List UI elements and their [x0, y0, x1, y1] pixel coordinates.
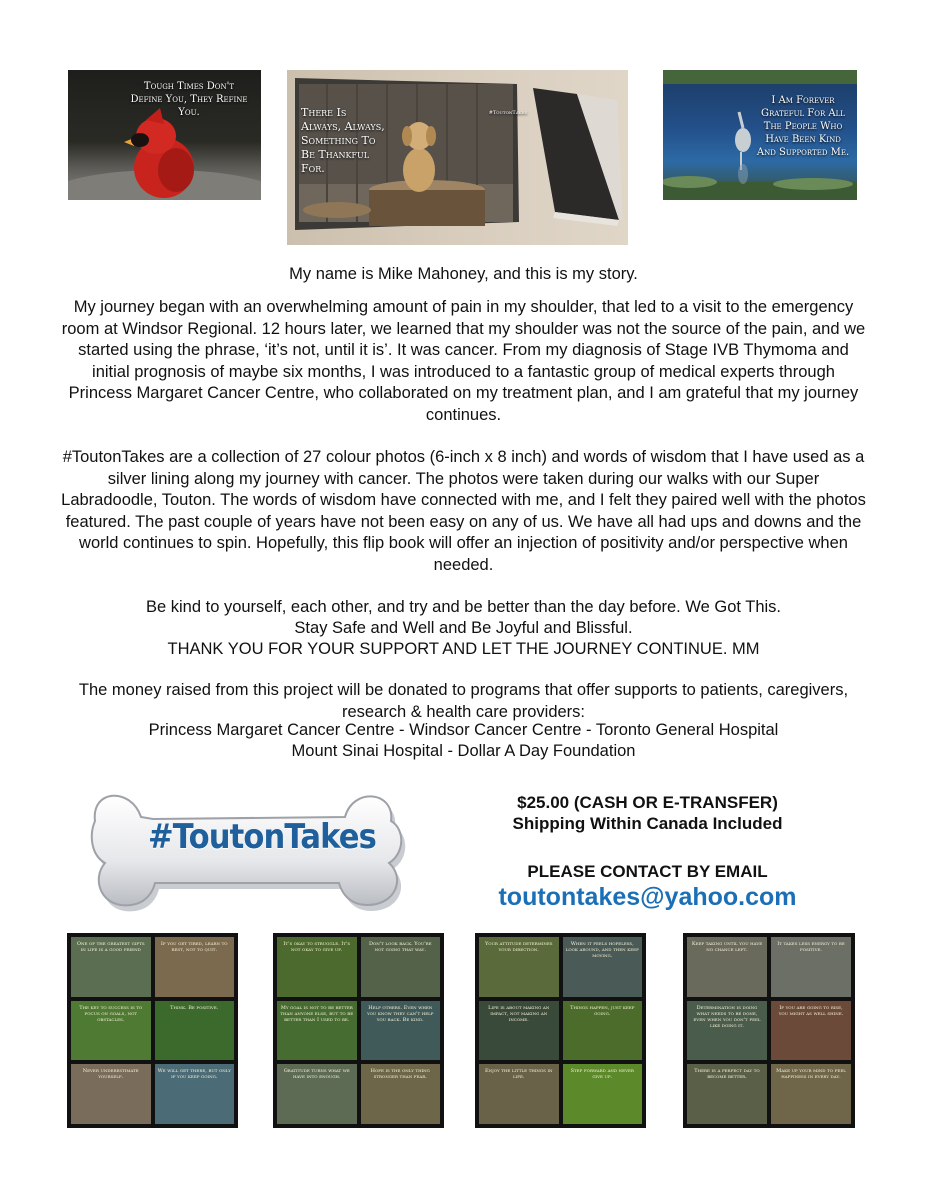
tile-quote: It takes less energy to be positive.: [777, 941, 845, 953]
collage-tile: [277, 1064, 357, 1124]
tile-quote: Don't look back. You're not going that way.: [368, 941, 432, 953]
collage-tile: [361, 937, 441, 997]
collage-tile: [71, 1001, 151, 1061]
bone-label: #ToutonTakes: [148, 817, 376, 857]
collage-tile: [771, 1001, 851, 1061]
collage-tile: [563, 937, 643, 997]
collage-tile: [563, 1001, 643, 1061]
tile-quote: When it feels hopeless, look around, and then keep moving.: [565, 941, 639, 959]
tile-quote: If you get tired, learn to rest, not to quit.: [160, 941, 228, 953]
beneficiaries-line-2: Mount Sinai Hospital - Dollar A Day Foundation: [291, 742, 636, 760]
tile-quote: Help others. Even when you know they can't help you back. Be kind.: [367, 1004, 434, 1023]
tile-quote: Your attitude determines your direction.: [484, 941, 553, 953]
tile-quote: Step forward and never give up.: [570, 1068, 634, 1081]
contact-text: PLEASE CONTACT BY EMAIL: [527, 862, 768, 881]
tile-quote: Life is about making an impact, not making an income.: [488, 1004, 550, 1023]
calendar-quote: There Is Always, Always, Something To Be Thankful For.: [301, 106, 385, 175]
collage-tile: [71, 1064, 151, 1124]
tile-quote: Never underestimate yourself.: [82, 1068, 139, 1081]
price-text: $25.00 (CASH OR E-TRANSFER): [517, 793, 778, 812]
collage-tile: [277, 937, 357, 997]
tile-quote: Gratitude turns what we have into enough.: [283, 1068, 350, 1081]
collage-tile: [277, 1001, 357, 1061]
tile-quote: Determination is doing what needs to be done, even when you don't feel like doing it.: [693, 1004, 761, 1029]
tile-quote: Think. Be positive.: [170, 1004, 219, 1011]
touton-takes-bone-logo: [85, 777, 410, 917]
shipping-text: Shipping Within Canada Included: [512, 814, 783, 833]
tile-quote: My goal is not to be better than anyone else, but to be better than I used to be.: [280, 1004, 354, 1023]
tile-quote: The key to success is to focus on goals, not obstacles.: [79, 1004, 143, 1023]
heron-quote: I Am Forever Grateful For All The People Who Have Been Kind And Supported Me.: [756, 95, 850, 158]
collage-tile: [479, 937, 559, 997]
beneficiaries-line-1: Princess Margaret Cancer Centre - Windsor Cancer Centre - Toronto General Hospital: [148, 721, 779, 739]
donation-paragraph: The money raised from this project will be donated to programs that offer supports to patients, caregivers, research & health care providers:: [78, 681, 849, 721]
tile-quote: Hope is the only thing stronger than fear.: [370, 1068, 430, 1081]
calendar-brand: #ToutonTakes: [488, 110, 528, 116]
calendar-photo: [287, 70, 628, 245]
tile-quote: If you are going to rise, you might as well shine.: [778, 1004, 844, 1017]
collage-tile: [771, 937, 851, 997]
intro-heading: My name is Mike Mahoney, and this is my story.: [289, 265, 638, 283]
stay-safe-line: Stay Safe and Well and Be Joyful and Blissful.: [294, 619, 633, 637]
collage-tile: [361, 1001, 441, 1061]
tile-quote: There is a perfect day to become better.: [694, 1068, 760, 1081]
tile-quote: It's okay to struggle. It's not okay to give up.: [283, 941, 351, 953]
cardinal-photo: [68, 70, 261, 200]
tile-quote: We will get there, but only if you keep going.: [157, 1068, 231, 1081]
tile-quote: Enjoy the little things in life.: [484, 1068, 553, 1081]
tile-quote: One of the greatest gifts in life is a good friend: [76, 941, 145, 953]
collage-tile: [687, 1001, 767, 1061]
collage-tile: [687, 1064, 767, 1124]
collage-tile: [563, 1064, 643, 1124]
contact-email-link[interactable]: toutontakes@yahoo.com: [498, 883, 797, 911]
collage-3: [475, 933, 646, 1128]
cardinal-quote: Tough Times Don't Define You, They Refine You.: [130, 81, 248, 118]
collage-tile: [361, 1064, 441, 1124]
story-paragraph: My journey began with an overwhelming amount of pain in my shoulder, that led to a visit to the emergency room at Windsor Regional. 12 hours later, we learned that my shoulder was not the source of the pain, and we started using the phrase, ‘it’s not, until it is’. It was cancer. From my diagnosis of Stage IVB Thymoma and initial prognosis of maybe six months, I was introduced to a fantastic group of medical experts through Princess Margaret Cancer Centre, who collaborated on my treatment plan, and I am grateful that my journey continues.: [61, 298, 866, 424]
collage-tile: [155, 937, 235, 997]
collage-tile: [155, 1064, 235, 1124]
collage-1: [67, 933, 238, 1128]
project-paragraph: #ToutonTakes are a collection of 27 colour photos (6-inch x 8 inch) and words of wisdom that I have used as a silver lining along my journey with cancer. The photos were taken during our walks with our Super Labradoodle, Touton. The words of wisdom have connected with me, and I felt they paired well with the photos featured. The past couple of years have not been easy on any of us. We have all had ups and downs and the world continues to spin. Hopefully, this flip book will offer an injection of positivity and/or perspective when needed.: [61, 448, 866, 574]
kindness-line: Be kind to yourself, each other, and try and be better than the day before. We Got This.: [145, 598, 782, 616]
collage-tile: [771, 1064, 851, 1124]
collage-tile: [687, 937, 767, 997]
tile-quote: Things happen, just keep going.: [570, 1004, 635, 1017]
collage-4: [683, 933, 855, 1128]
tile-quote: Keep taking until you have no chance left.: [691, 941, 763, 953]
tile-quote: Make up your mind to feel happiness in every day.: [776, 1068, 846, 1081]
collage-tile: [479, 1064, 559, 1124]
collage-tile: [479, 1001, 559, 1061]
thank-you-line: THANK YOU FOR YOUR SUPPORT AND LET THE JOURNEY CONTINUE. MM: [167, 640, 760, 658]
collage-tile: [71, 937, 151, 997]
heron-photo: [663, 70, 857, 200]
collage-2: [273, 933, 444, 1128]
collage-tile: [155, 1001, 235, 1061]
